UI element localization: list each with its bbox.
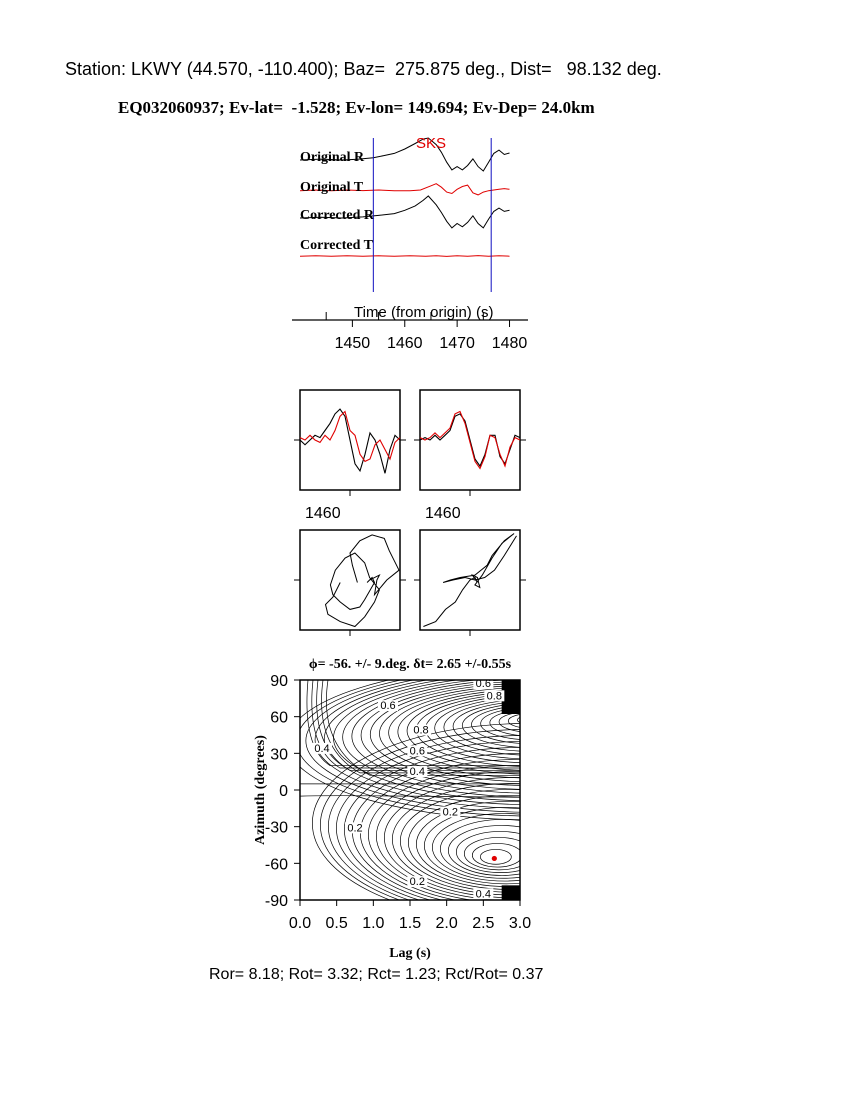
trace-label: Corrected T xyxy=(300,238,373,253)
contour-lower xyxy=(472,843,522,867)
particle-motion-corrected-trajectory xyxy=(423,534,516,627)
contour-label: 0.4 xyxy=(409,766,425,779)
contour-label: 0.8 xyxy=(486,690,502,703)
trace-label: Corrected R xyxy=(300,208,374,223)
x-tick-label: 0.5 xyxy=(325,915,348,932)
contour-label: 0.6 xyxy=(409,745,425,758)
waveform-overlay-original-fast xyxy=(300,409,400,473)
contour-upper xyxy=(306,669,764,812)
x-tick-label: 2.0 xyxy=(435,915,458,932)
contour-lower xyxy=(336,741,709,914)
y-tick-label: 0 xyxy=(279,783,288,800)
contour-upper xyxy=(343,677,727,797)
contour-label: 0.6 xyxy=(475,678,491,691)
contour-group xyxy=(287,665,781,923)
y-tick-label: -60 xyxy=(264,856,288,874)
waveform-overlay-corrected-fast xyxy=(420,414,520,466)
y-tick-label: -30 xyxy=(264,819,288,837)
contour-upper xyxy=(333,675,735,801)
contour-lower xyxy=(432,813,577,881)
contour-lower xyxy=(344,747,698,911)
contour-lower xyxy=(448,825,555,875)
contour-upper xyxy=(499,711,570,732)
y-tick-label: -90 xyxy=(264,893,288,910)
time-tick-label: 1460 xyxy=(386,335,423,352)
x-tick-label: 3.0 xyxy=(508,915,532,932)
phase-label: SKS xyxy=(416,135,447,152)
contour-upper xyxy=(398,689,672,774)
time-tick-label: 1450 xyxy=(334,335,371,352)
trace-corrected-t xyxy=(300,256,510,257)
footer-ratios: Ror= 8.18; Rot= 3.32; Rct= 1.23; Rct/Rot= 0.37 xyxy=(209,966,544,983)
x-tick-label: 0.0 xyxy=(288,915,312,932)
station-title: Station: LKWY (44.570, -110.400); Baz= 275.875 deg., Dist= 98.132 deg. xyxy=(65,59,662,79)
particle-motion-original-frame xyxy=(300,530,400,630)
overlay-tick-label: 1460 xyxy=(305,505,341,522)
contour-upper xyxy=(490,709,580,736)
time-tick-label: 1470 xyxy=(439,335,475,352)
grid-title: ϕ= -56. +/- 9.deg. δt= 2.65 +/-0.55s xyxy=(308,657,512,672)
contour-upper xyxy=(508,713,561,729)
trace-label: Original R xyxy=(300,150,365,165)
overlay-tick-label: 1460 xyxy=(425,505,461,522)
waveform-overlay-original-slow xyxy=(300,412,400,462)
time-axis-label: Time (from origin) (s) xyxy=(354,304,494,321)
contour-upper xyxy=(481,707,589,740)
contour-label: 0.4 xyxy=(475,888,491,901)
contour-label: 0.2 xyxy=(347,822,363,835)
contour-label: 0.8 xyxy=(413,724,429,737)
contour-label: 0.2 xyxy=(442,806,458,819)
contour-upper xyxy=(517,715,551,725)
x-tick-label: 1.5 xyxy=(398,915,422,932)
x-tick-label: 1.0 xyxy=(362,915,385,932)
contour-upper xyxy=(287,665,781,820)
contour-label: 0.2 xyxy=(409,876,425,889)
best-fit-marker xyxy=(492,856,497,861)
time-tick-label: 1480 xyxy=(491,335,528,352)
contour-label: 0.6 xyxy=(380,700,396,713)
trace-label: Original T xyxy=(300,180,364,195)
particle-motion-original-trajectory xyxy=(326,535,400,627)
y-tick-label: 30 xyxy=(270,746,288,764)
event-title: EQ032060937; Ev-lat= -1.528; Ev-lon= 149.694; Ev-Dep= 24.0km xyxy=(118,98,595,117)
y-tick-label: 60 xyxy=(270,709,288,727)
y-tick-label: 90 xyxy=(270,673,288,690)
x-axis-label: Lag (s) xyxy=(389,946,431,961)
contour-lower xyxy=(464,837,533,869)
contour-upper xyxy=(389,687,681,778)
contour-label: 0.4 xyxy=(314,742,330,755)
contour-upper xyxy=(352,679,718,793)
x-tick-label: 2.5 xyxy=(472,915,495,932)
contour-upper xyxy=(324,673,745,805)
contour-upper xyxy=(297,667,773,819)
contour-lower xyxy=(320,729,731,920)
contour-lower xyxy=(312,723,742,923)
y-axis-label: Azimuth (degrees) xyxy=(253,735,268,845)
contour-lower xyxy=(328,735,720,917)
